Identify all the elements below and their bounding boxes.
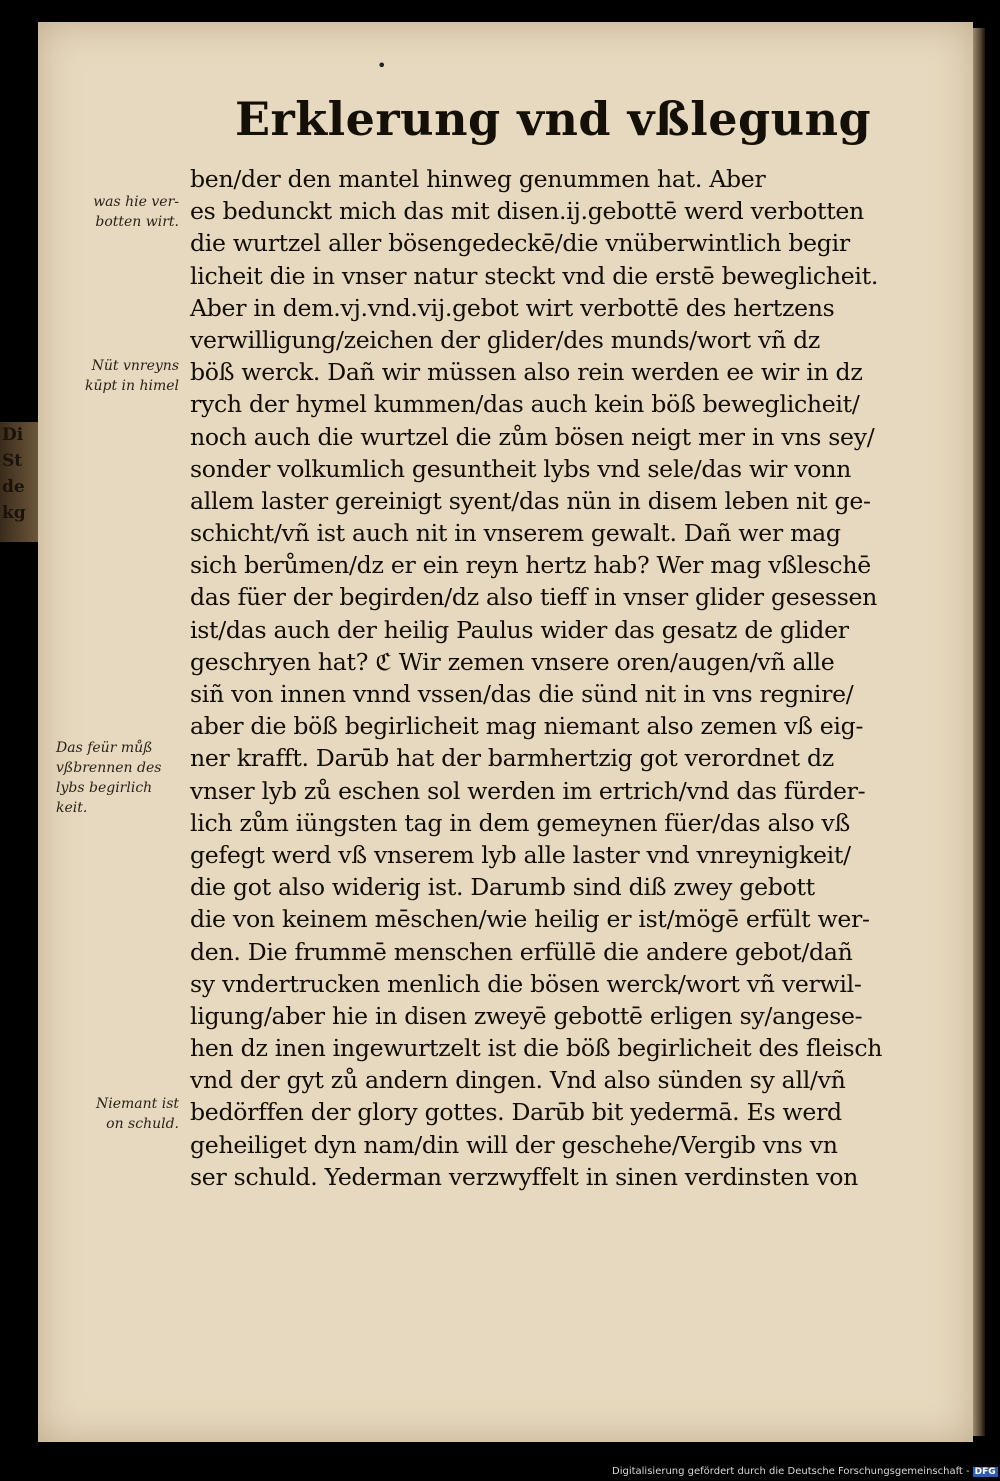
text-line: siñ von innen vnnd vssen/das die sünd nit in vns regnire/ [190, 680, 854, 708]
text-line: böß werck. Dañ wir müssen also rein werden ee wir in dz [190, 358, 863, 387]
text-line: vnser lyb zů eschen sol werden im ertrich/vnd das fürder- [190, 776, 866, 805]
text-line: ser schuld. Yederman verzwyffelt in sinen verdinsten von [190, 1162, 858, 1191]
text-line: schicht/vñ ist auch nit in vnserem gewalt. Dañ wer mag [190, 519, 841, 548]
marginal-line: was hie ver- [93, 194, 179, 210]
text-line: die wurtzel aller bösengedeckē/die vnüberwintlich begir [190, 229, 850, 258]
marginal-line: vßbrennen des [56, 760, 162, 776]
body-text [190, 163, 938, 1193]
marginal-line: Das feür můß [56, 740, 153, 756]
text-line: den. Die frummē menschen erfüllē die andere gebot/dañ [190, 937, 853, 966]
marginal-line: kūpt in himel [84, 378, 179, 394]
marginal-note [44, 192, 179, 232]
text-line: geschryen hat? ℭ Wir zemen vnsere oren/augen/vñ alle [190, 647, 835, 676]
ink-dot: • [377, 56, 387, 75]
previous-page-fragment: St [2, 451, 23, 471]
text-line: lich zům iüngsten tag in dem gemeynen füer/das also vß [190, 808, 850, 837]
text-line: ben/der den mantel hinweg genummen hat. Aber [190, 165, 766, 193]
text-line: ist/das auch der heilig Paulus wider das gesatz de glider [190, 615, 849, 644]
text-line: hen dz inen ingewurtzelt ist die böß begirlicheit des fleisch [190, 1034, 883, 1063]
page-fore-edge [973, 28, 985, 1436]
previous-page-fragment: Di [2, 425, 24, 445]
running-head: Erklerung vnd vßlegung [235, 92, 872, 146]
digitization-credit [612, 1466, 998, 1477]
dfg-logo: DFG [974, 1467, 996, 1477]
text-line: gefegt werd vß vnserem lyb alle laster vnd vnreynigkeit/ [190, 840, 851, 869]
marginal-line: on schuld. [106, 1116, 179, 1132]
text-line: die von keinem mēschen/wie heilig er ist/mögē erfült wer- [190, 905, 870, 934]
marginal-line: keit. [56, 800, 88, 816]
text-line: rych der hymel kummen/das auch kein böß beweglicheit/ [190, 390, 860, 419]
text-line: vnd der gyt zů andern dingen. Vnd also sünden sy all/vñ [190, 1066, 846, 1095]
text-line: sy vndertrucken menlich die bösen werck/wort vñ verwil- [190, 969, 862, 998]
text-line: licheit die in vnser natur steckt vnd die erstē beweglicheit. [190, 261, 879, 290]
marginal-note [44, 356, 179, 396]
text-line: noch auch die wurtzel die zům bösen neigt mer in vns sey/ [190, 422, 875, 451]
text-line: aber die böß begirlicheit mag niemant also zemen vß eig- [190, 712, 864, 741]
text-line: die got also widerig ist. Darumb sind diß zwey gebott [190, 873, 815, 902]
text-line: ligung/aber hie in disen zweyē gebottē erligen sy/angese- [190, 1001, 863, 1030]
text-line: es bedunckt mich das mit disen.ij.gebottē werd verbotten [190, 197, 864, 226]
text-line: Aber in dem.vj.vnd.vij.gebot wirt verbottē des hertzens [190, 293, 835, 322]
text-line: ner krafft. Darūb hat der barmhertzig got verordnet dz [190, 744, 834, 773]
previous-page-fragment: de [2, 477, 25, 497]
marginal-line: Niemant ist [95, 1096, 179, 1112]
text-line: sonder volkumlich gesuntheit lybs vnd sele/das wir vonn [190, 454, 851, 483]
marginal-line: botten wirt. [95, 214, 179, 230]
text-line: verwilligung/zeichen der glider/des munds/wort vñ dz [190, 325, 821, 354]
marginal-note [44, 738, 181, 818]
text-line: sich berůmen/dz er ein reyn hertz hab? Wer mag vßleschē [190, 551, 871, 580]
text-line: das füer der begirden/dz also tieff in vnser glider gesessen [190, 583, 878, 612]
marginal-line: lybs begirlich [56, 780, 153, 796]
marginal-line: Nüt vnreyns [91, 358, 179, 374]
credit-text: Digitalisierung gefördert durch die Deutsche Forschungsgemeinschaft - [612, 1466, 970, 1477]
text-line: bedörffen der glory gottes. Darūb bit yedermā. Es werd [190, 1098, 842, 1127]
marginal-note [44, 1094, 179, 1134]
text-line: allem laster gereinigt syent/das nün in disem leben nit ge- [190, 486, 871, 515]
previous-page-fragment: kg [2, 503, 26, 523]
previous-page-edge [0, 422, 38, 542]
text-line: geheiliget dyn nam/din will der geschehe/Vergib vns vn [190, 1130, 838, 1159]
